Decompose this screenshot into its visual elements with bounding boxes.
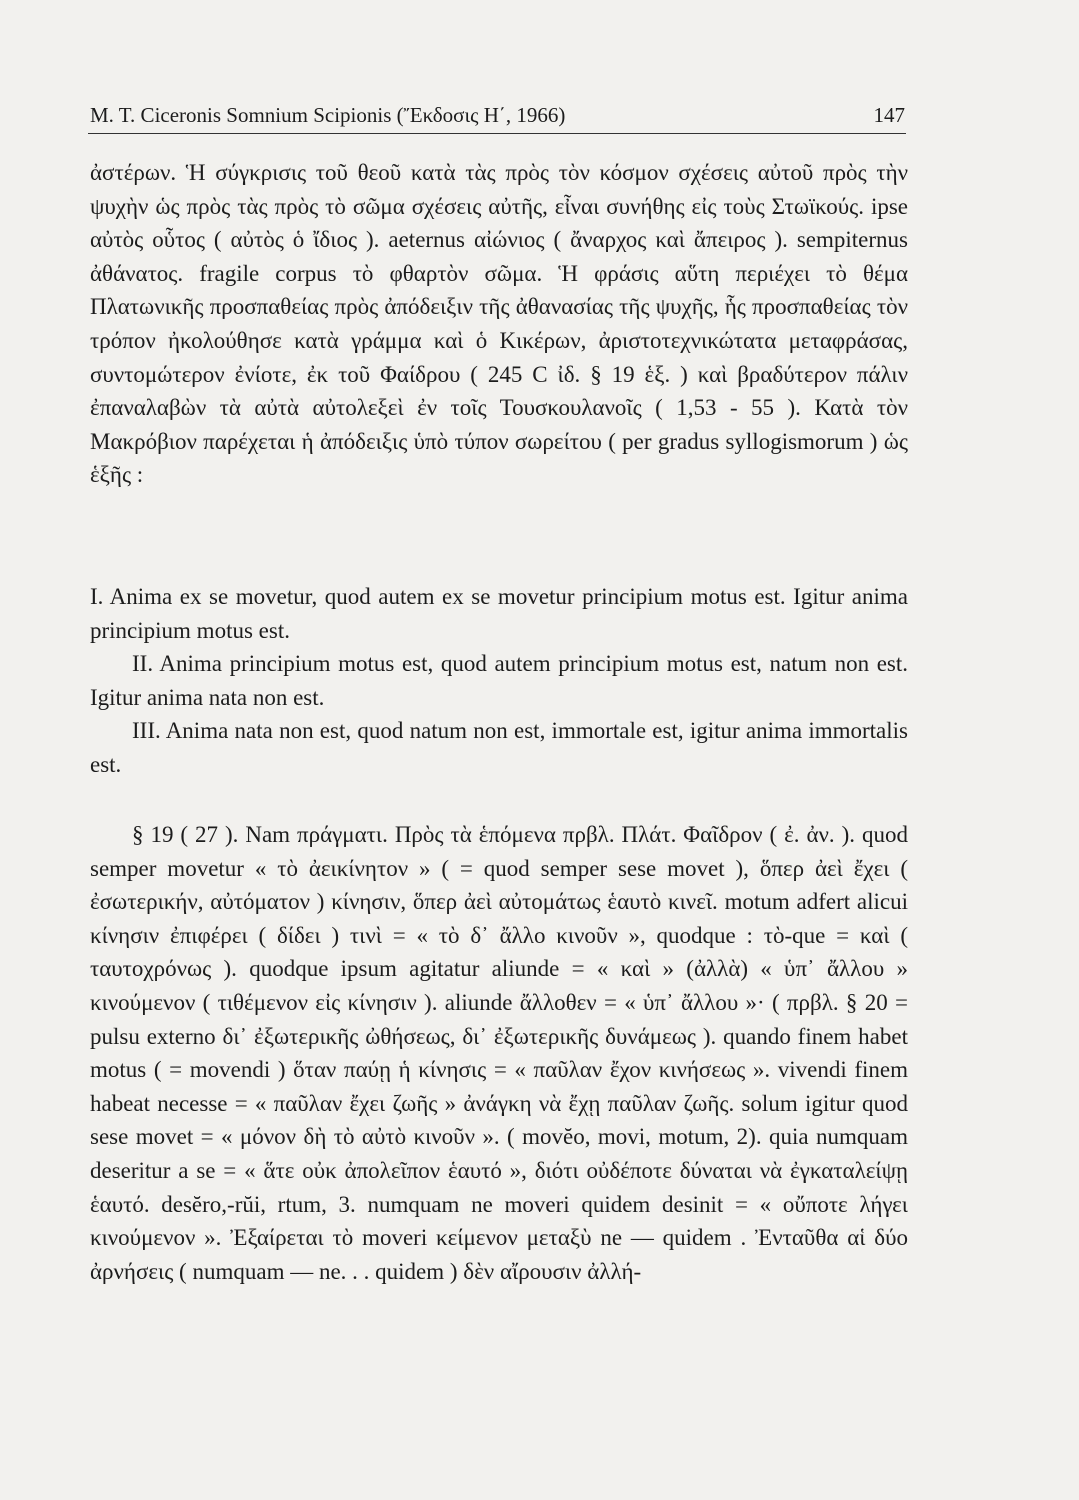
commentary-paragraph-section-19	[90, 818, 908, 1288]
syllogism-3: III. Anima nata non est, quod natum non est, immortale est, igitur anima immortalis est.	[90, 718, 908, 777]
page-number: 147	[873, 103, 905, 127]
paragraph-text: ἀστέρων. Ἡ σύγκρισις τοῦ θεοῦ κατὰ τὰς πρὸς τὸν κόσμον σχέσεις αὐτοῦ πρὸς τὴν ψυχὴν ὡς πρὸς τὰς πρὸς τὸ σῶμα σχέσεις αὐτῆς, εἶναι συνήθης εἰς τοὺς Στωϊκούς. ipse αὐτὸς οὗτος ( αὐτὸς ὁ ἴδιος ). aeternus αἰώνιος ( ἄναρχος καὶ ἄπειρος ). sempiternus ἀθάνατος. fragile corpus τὸ φθαρτὸν σῶμα. Ἡ φράσις αὕτη περιέχει τὸ θέμα Πλατωνικῆς προσπαθείας πρὸς ἀπόδειξιν τῆς ἀθανασίας τῆς ψυχῆς, ἧς προσπαθείας τὸν τρόπον ἠκολούθησε κατὰ γράμμα καὶ ὁ Κικέρων, ἀριστοτεχνικώτατα μεταφράσας, συντομώτερον ἐνίοτε, ἐκ τοῦ Φαίδρου ( 245 C ἰδ. § 19 ἑξ. ) καὶ βραδύτερον πάλιν ἐπαναλαβὼν τὰ αὐτὰ αὐτολεξεὶ ἐν τοῖς Τουσκουλανοῖς ( 1,53 - 55 ). Κατὰ τὸν Μακρόβιον παρέχεται ἡ ἀπόδειξις ὑπὸ τύπον σωρείτου ( per gradus syllogismorum ) ὡς ἑξῆς :	[90, 160, 908, 488]
syllogism-1: I. Anima ex se movetur, quod autem ex se movetur principium motus est. Igitur anima principium motus est.	[90, 584, 908, 643]
running-header	[90, 100, 905, 130]
paragraph-text: § 19 ( 27 ). Nam πράγματι. Πρὸς τὰ ἑπόμενα πρβλ. Πλάτ. Φαῖδρον ( ἐ. ἀν. ). quod semper movetur « τὸ ἀεικίνητον » ( = quod semper sese movet ), ὅπερ ἀεὶ ἔχει ( ἐσωτερικήν, αὐτόματον ) κίνησιν, ὅπερ ἀεὶ αὐτομάτως ἑαυτὸ κινεῖ. motum adfert alicui κίνησιν ἐπιφέρει ( δίδει ) τινὶ = « τὸ δ᾽ ἄλλο κινοῦν », quodque : τὸ-que = καὶ ( ταυτοχρόνως ). quodque ipsum agitatur aliunde = « καὶ » (ἀλλὰ) « ὑπ᾽ ἄλλου » κινούμενον ( τιθέμενον εἰς κίνησιν ). aliunde ἄλλοθεν = « ὑπ᾽ ἄλλου »· ( πρβλ. § 20 = pulsu externo δι᾽ ἐξωτερικῆς ὠθήσεως, δι᾽ ἐξωτερικῆς δυνάμεως ). quando finem habet motus ( = movendi ) ὅταν παύῃ ἡ κίνησις = « παῦλαν ἔχον κινήσεως ». vivendi finem habeat necesse = « παῦλαν ἔχει ζωῆς » ἀνάγκη νὰ ἔχῃ παῦλαν ζωῆς. solum igitur quod sese movet = « μόνον δὴ τὸ αὐτὸ κινοῦν ». ( movĕo, movi, motum, 2). quia numquam deseritur a se = « ἅτε οὐκ ἀπολεῖπον ἑαυτό », διότι οὐδέποτε δύναται νὰ ἐγκαταλείψῃ ἑαυτό. desĕro,-rŭi, rtum, 3. numquam ne moveri quidem desinit = « οὔποτε λήγει κινούμενον ». Ἐξαίρεται τὸ moveri κείμενον μεταξὺ ne — quidem . Ἐνταῦθα αἱ δύο ἀρνήσεις ( numquam — ne. . . quidem ) δὲν αἴρουσιν ἀλλή-	[90, 822, 908, 1284]
syllogism-2: II. Anima principium motus est, quod autem principium motus est, natum non est. Igitur anima nata non est.	[90, 651, 908, 710]
syllogism-block	[90, 580, 908, 782]
header-title: M. T. Ciceronis Somnium Scipionis (Ἔκδοσις Η΄, 1966)	[90, 103, 566, 127]
header-rule	[88, 133, 906, 134]
commentary-paragraph-1	[90, 156, 908, 492]
